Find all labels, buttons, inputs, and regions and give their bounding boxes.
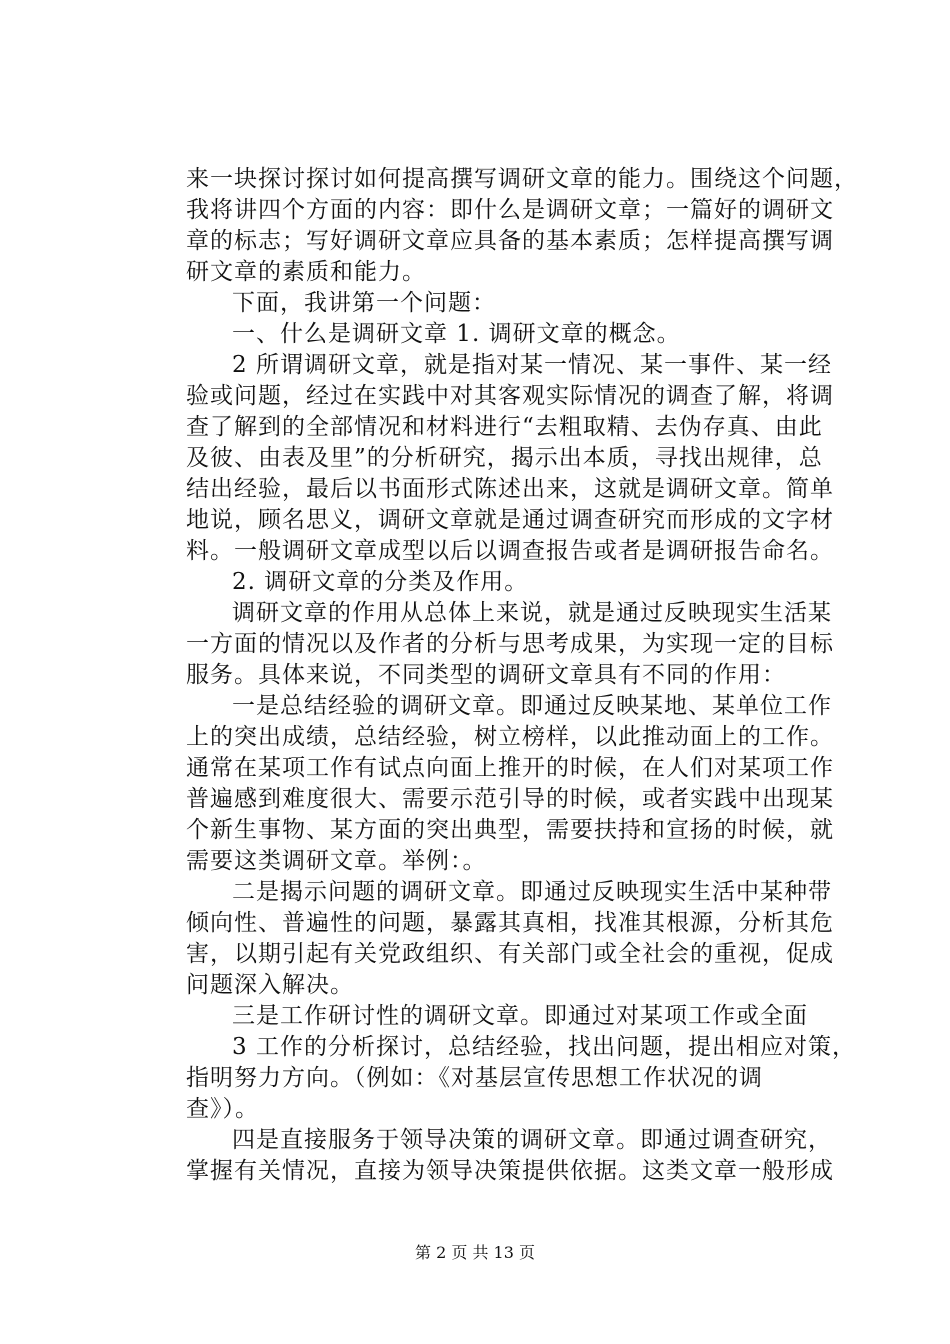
text-line: 章的标志；写好调研文章应具备的基本素质；怎样提高撰写调 [186,228,834,254]
text-line: 通常在某项工作有试点向面上推开的时候，在人们对某项工作 [186,755,834,781]
page-footer [0,1240,950,1263]
text-line: 问题深入解决。 [186,972,354,998]
text-line: 地说，顾名思义，调研文章就是通过调查研究而形成的文字材 [186,507,834,533]
text-line: 研文章的素质和能力。 [186,259,426,285]
text-line: 来一块探讨探讨如何提高撰写调研文章的能力。围绕这个问题， [186,166,858,192]
text-line: 查了解到的全部情况和材料进行“去粗取精、去伪存真、由此 [186,414,823,440]
text-line: 调研文章的作用从总体上来说，就是通过反映现实生活某 [232,600,832,626]
text-line: 3 工作的分析探讨，总结经验，找出问题，提出相应对策， [232,1034,856,1060]
text-line: 二是揭示问题的调研文章。即通过反映现实生活中某种带 [232,879,832,905]
text-line: 查》）。 [186,1096,259,1122]
text-line: 服务。具体来说，不同类型的调研文章具有不同的作用： [186,662,786,688]
text-line: 及彼、由表及里”的分析研究，揭示出本质，寻找出规律，总 [186,445,823,471]
text-line: 个新生事物、某方面的突出典型，需要扶持和宣扬的时候，就 [186,817,834,843]
text-line: 掌握有关情况，直接为领导决策提供依据。这类文章一般形成 [186,1158,834,1184]
text-line: 结出经验，最后以书面形式陈述出来，这就是调研文章。简单 [186,476,834,502]
text-line: 三是工作研讨性的调研文章。即通过对某项工作或全面 [232,1003,808,1029]
text-line: 四是直接服务于领导决策的调研文章。即通过调查研究， [232,1127,832,1153]
text-line: 下面，我讲第一个问题： [232,290,496,316]
text-line: 倾向性、普遍性的问题，暴露其真相，找准其根源，分析其危 [186,910,834,936]
text-line: 料。一般调研文章成型以后以调查报告或者是调研报告命名。 [186,538,834,564]
text-line: 上的突出成绩，总结经验，树立榜样，以此推动面上的工作。 [186,724,834,750]
text-line: 一是总结经验的调研文章。即通过反映某地、某单位工作 [232,693,832,719]
text-line: 验或问题，经过在实践中对其客观实际情况的调查了解，将调 [186,383,834,409]
text-line: 指明努力方向。（例如：《对基层宣传思想工作状况的调 [186,1065,763,1091]
text-line: 一、什么是调研文章 1. 调研文章的概念。 [232,321,681,347]
text-line: 需要这类调研文章。举例：。 [186,848,487,874]
text-line: 我将讲四个方面的内容：即什么是调研文章；一篇好的调研文 [186,197,834,223]
text-line: 普遍感到难度很大、需要示范引导的时候，或者实践中出现某 [186,786,834,812]
text-line: 2. 调研文章的分类及作用。 [232,569,529,595]
page-number: 第 2 页 共 13 页 [415,1243,535,1262]
text-line: 2 所谓调研文章，就是指对某一情况、某一事件、某一经 [232,352,832,378]
text-line: 一方面的情况以及作者的分析与思考成果，为实现一定的目标 [186,631,834,657]
text-line: 害，以期引起有关党政组织、有关部门或全社会的重视，促成 [186,941,834,967]
